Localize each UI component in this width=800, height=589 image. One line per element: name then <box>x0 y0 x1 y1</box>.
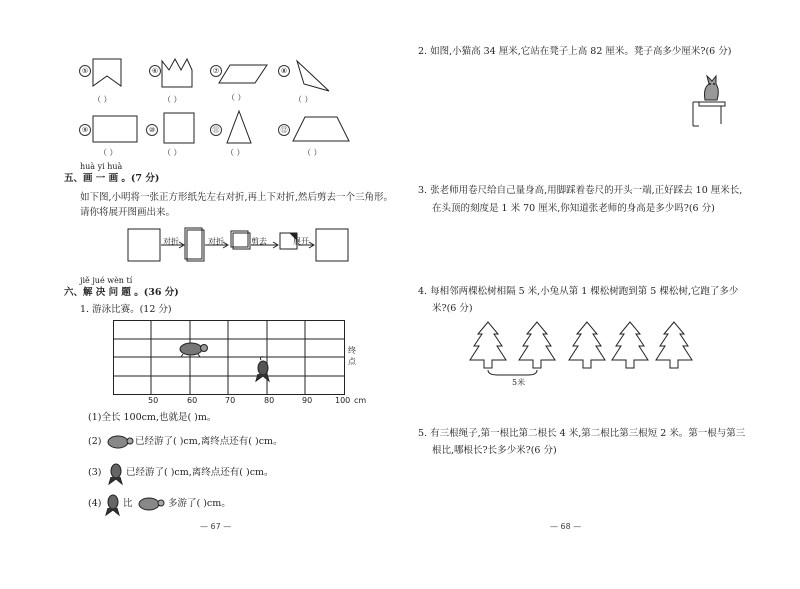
answer-blank-12: （ ） <box>303 148 322 157</box>
axis-label-50: 50 <box>148 396 159 405</box>
question2-text: 2. 如图,小猫高 34 厘米,它站在凳子上高 82 厘米。凳子高多少厘米?(6 分) <box>418 46 732 57</box>
question1-part4-compare: 比 <box>123 498 133 509</box>
isosceles-triangle-shape <box>226 110 252 144</box>
goldfish-icon <box>106 461 126 485</box>
paper-fold-diagram <box>127 227 349 267</box>
axis-label-90: 90 <box>302 396 313 405</box>
shape-number-6: ⑥ <box>149 65 161 77</box>
fold-label-2: 对折 <box>208 237 224 246</box>
answer-blank-9: （ ） <box>99 148 118 157</box>
shape-number-8: ⑧ <box>278 65 290 77</box>
question1-part4-label: (4) <box>88 498 102 509</box>
question1-part3-label: (3) <box>88 467 102 478</box>
flag-shape <box>92 58 122 88</box>
answer-blank-8: （ ） <box>294 95 313 104</box>
shape-number-9: ⑨ <box>79 124 91 136</box>
swim-race-grid <box>113 320 345 396</box>
question1-part3-text: 已经游了( )cm,离终点还有( )cm。 <box>126 467 274 478</box>
turtle-icon <box>104 433 134 451</box>
answer-blank-10: （ ） <box>163 148 182 157</box>
question1-part2-text: 已经游了( )cm,离终点还有( )cm。 <box>135 436 283 447</box>
question1-part2-label: (2) <box>88 436 102 447</box>
axis-label-70: 70 <box>225 396 236 405</box>
turtle-icon <box>175 340 209 358</box>
pine-trees-illustration <box>468 320 708 388</box>
shape-number-7: ⑦ <box>210 65 222 77</box>
shape-number-12: ⑫ <box>278 124 290 136</box>
question3-line2: 在头顶的刻度是 1 米 70 厘米,你知道张老师的身高是多少吗?(6 分) <box>432 203 715 214</box>
section6-title: 六、解 决 问 题 。(36 分) <box>64 287 179 298</box>
rectangle-shape <box>92 115 138 143</box>
shape-number-10: ⑩ <box>146 124 158 136</box>
answer-blank-6: （ ） <box>163 95 182 104</box>
parallelogram-shape <box>218 64 268 84</box>
axis-label-80: 80 <box>264 396 275 405</box>
axis-label-60: 60 <box>187 396 198 405</box>
question1-part4-text: 多游了( )cm。 <box>168 498 231 509</box>
turtle-icon <box>135 495 165 513</box>
trapezoid-shape <box>292 116 350 142</box>
axis-unit: cm <box>354 396 367 405</box>
question3-line1: 3. 张老师用卷尺给自己量身高,用脚踩着卷尺的开头一端,正好踩去 10 厘米长, <box>418 185 743 196</box>
goldfish-icon <box>252 356 274 382</box>
question4-line2: 米?(6 分) <box>432 303 473 314</box>
cat-on-stool-illustration <box>685 72 729 130</box>
axis-label-100: 100 <box>335 396 351 405</box>
question5-line2: 根比,哪根长?长多少米?(6 分) <box>432 445 557 456</box>
section6-pinyin: jiě jué wèn tí <box>80 276 133 285</box>
shape-number-11: ⑪ <box>210 124 222 136</box>
answer-blank-11: （ ） <box>226 148 245 157</box>
finish-label-2: 点 <box>348 357 356 366</box>
answer-blank-7: （ ） <box>227 93 246 102</box>
question4-line1: 4. 每相邻两棵松树相隔 5 米,小兔从第 1 棵松树跑到第 5 棵松树,它跑了多少 <box>418 286 739 297</box>
fold-label-4: 展开 <box>293 237 309 246</box>
tree-gap-label: 5米 <box>512 378 526 387</box>
shape-number-5: ⑤ <box>79 65 91 77</box>
question1-title: 1. 游泳比赛。(12 分) <box>80 304 172 315</box>
section5-title: 五、画 一 画 。(7 分) <box>64 173 160 184</box>
answer-blank-5: （ ） <box>93 95 112 104</box>
page-number-68: — 68 — <box>550 522 582 531</box>
crown-shape <box>161 56 193 88</box>
question5-line1: 5. 有三根绳子,第一根比第二根长 4 米,第二根比第三根短 2 米。第一根与第三 <box>418 428 746 439</box>
right-page <box>400 0 800 589</box>
square-shape <box>163 112 195 144</box>
triangle-shape <box>296 60 330 92</box>
finish-label-1: 终 <box>348 346 356 355</box>
question1-part1: (1)全长 100cm,也就是( )m。 <box>88 412 217 423</box>
fold-label-3: 剪去 <box>251 237 267 246</box>
section5-pinyin: huà yi huà <box>80 162 123 171</box>
fold-label-1: 对折 <box>163 237 179 246</box>
section5-text-line2: 请你将展开图画出来。 <box>80 207 176 218</box>
section5-text-line1: 如下图,小明将一张正方形纸先左右对折,再上下对折,然后剪去一个三角形。 <box>80 192 394 203</box>
goldfish-icon <box>104 492 122 516</box>
page-number-67: — 67 — <box>200 522 232 531</box>
